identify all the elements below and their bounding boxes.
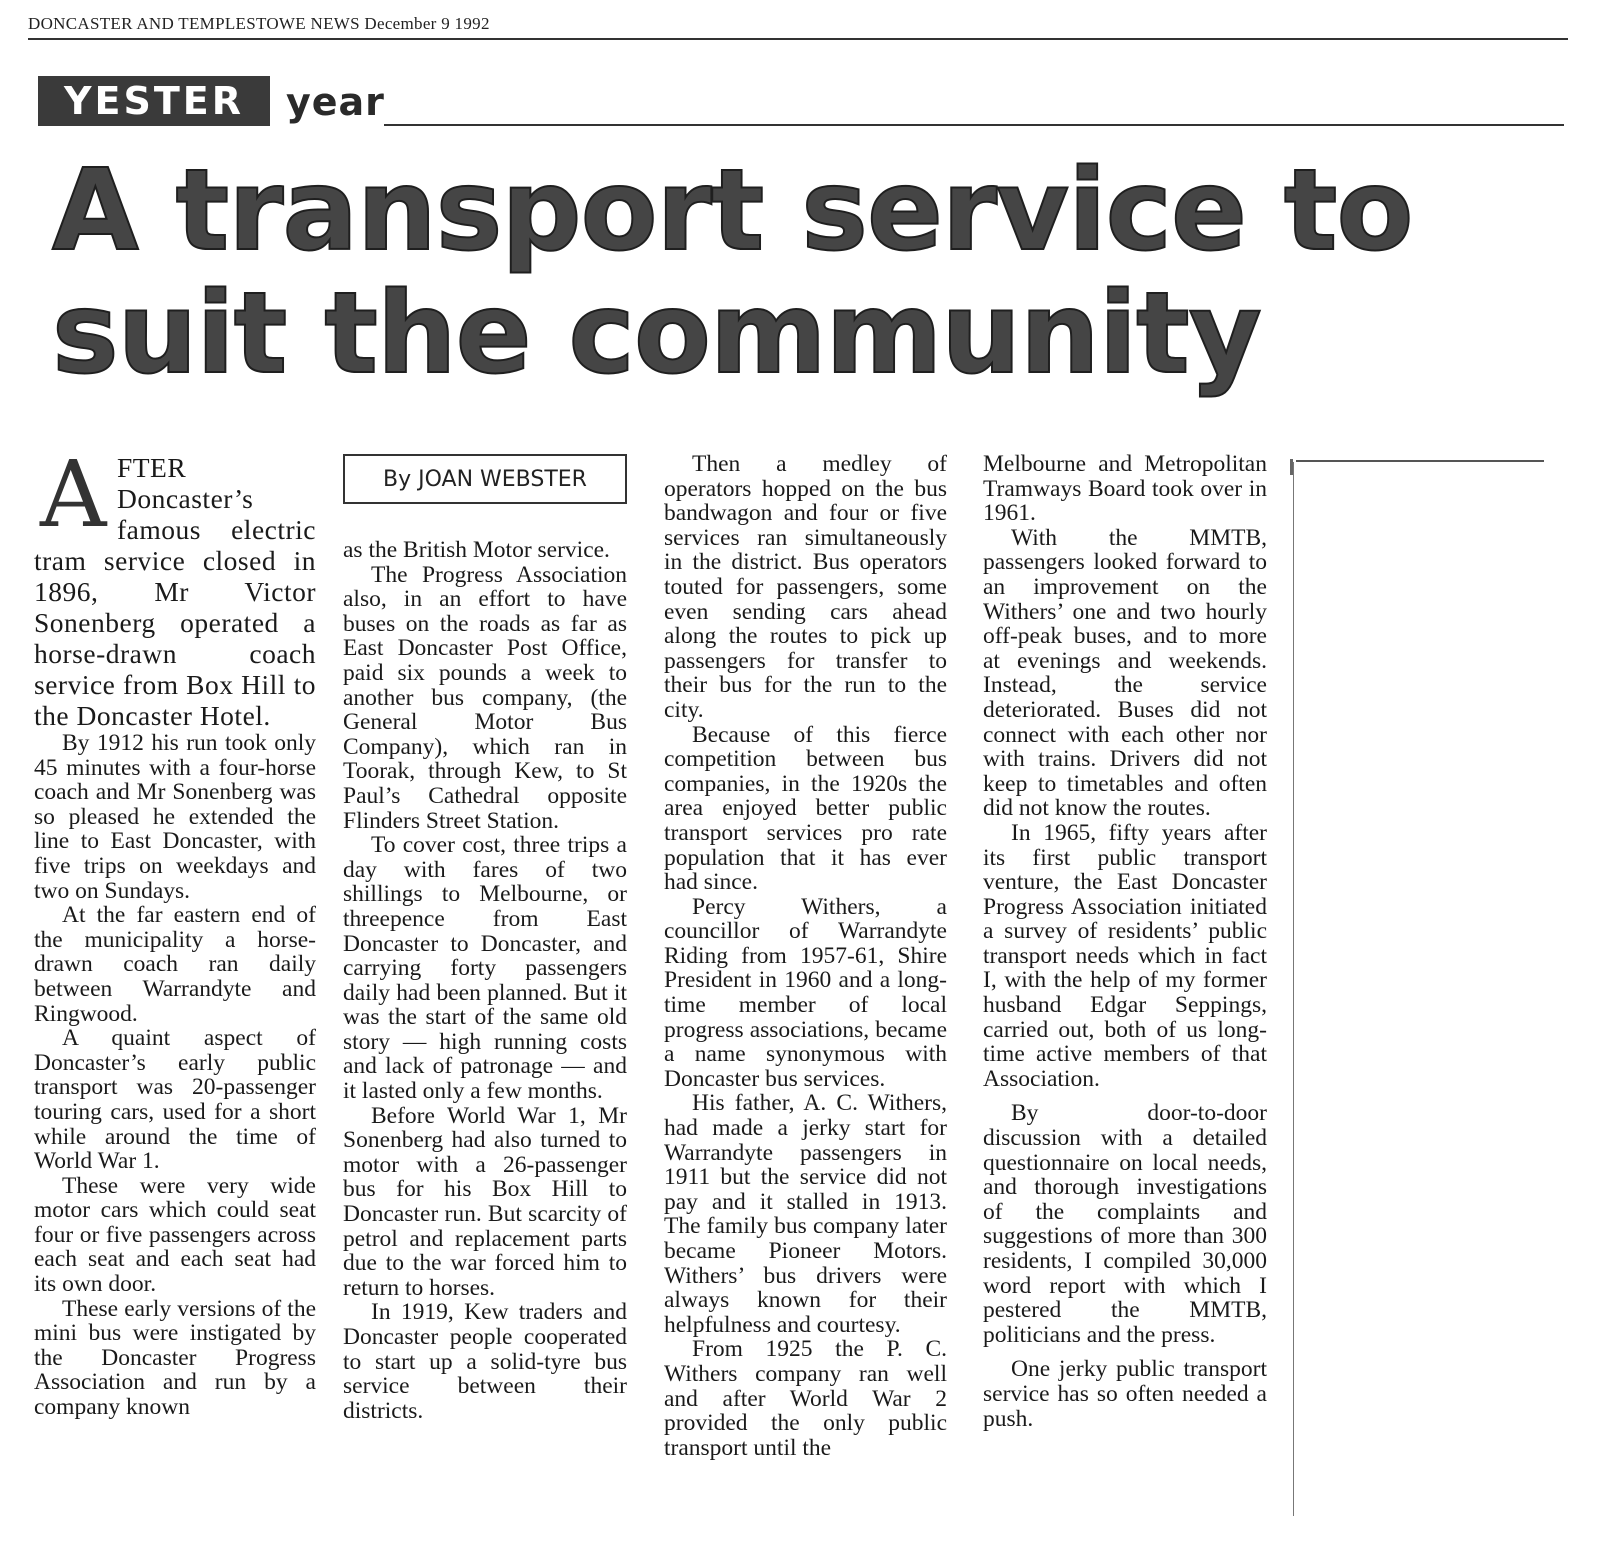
paragraph: Then a medley of operators hopped on the bus bandwagon and four or five services ran simultaneously in the district. Bus operators touted for passengers, some even sending cars ahead along the routes to pick up passengers for transfer to their bus for the run to the city. <box>664 451 947 723</box>
drop-cap: A <box>40 441 107 548</box>
paragraph: His father, A. C. Withers, had made a jerky start for Warrandyte passengers in 1911 but the service did not pay and it stalled in 1913. The family bus company later became Pioneer Motors. Withers’ bus drivers were always known for their helpfulness and courtesy. <box>664 1090 947 1338</box>
paragraph: as the British Motor service. <box>343 537 610 563</box>
paragraph: Percy Withers, a councillor of Warrandyte Riding from 1957-61, Shire President in 1960 and a long-time member of local progress associations, became a name synonymous with Doncaster bus services. <box>664 893 947 1092</box>
section-tag-suffix: year <box>286 80 385 124</box>
section-tag <box>38 76 270 126</box>
byline: By JOAN WEBSTER <box>383 466 587 492</box>
paragraph: In 1919, Kew traders and Doncaster people cooperated to start up a solid-tyre bus service between their districts. <box>343 1299 627 1424</box>
article-column-4 <box>983 452 1267 1431</box>
masthead-rule <box>28 38 1568 40</box>
paragraph: With the MMTB, passengers looked forward to an improvement on the Withers’ one and two hourly off-peak buses, and to more at evenings and weekends. Instead, the service deteriorated. Buses did not connect with each other nor with trains. Drivers did not keep to timetables and often did not know the routes. <box>983 524 1267 822</box>
article-column-3 <box>664 452 947 1460</box>
lede-paragraph <box>34 441 316 731</box>
headline-line-2: suit the community <box>52 269 1261 399</box>
headline-line-1: A transport service to <box>52 146 1413 276</box>
paragraph: At the far eastern end of the municipality a horse-drawn coach ran daily between Warrandyte and Ringwood. <box>34 902 316 1027</box>
paragraph: The Progress Association also, in an effort to have buses on the roads as far as East Doncaster Post Office, paid six pounds a week to another bus company, (the General Motor Bus Company), which ran in Toorak, through Kew, to St Paul’s Cathedral opposite Flinders Street Station. <box>343 561 627 834</box>
paragraph: From 1925 the P. C. Withers company ran well and after World War 2 provided the only public transport until the <box>664 1336 947 1461</box>
paragraph: One jerky public transport service has so often needed a push. <box>983 1356 1267 1432</box>
section-tag-label: YESTER <box>64 79 244 123</box>
paragraph: These early versions of the mini bus were instigated by the Doncaster Progress Association and run by a company known <box>34 1295 316 1421</box>
side-rule <box>1296 460 1544 462</box>
byline-box <box>343 454 627 504</box>
paragraph: To cover cost, three trips a day with fares of two shillings to Melbourne, or threepence from East Doncaster to Doncaster, and carrying forty passengers daily had been planned. But it was the start of the same old story — high running costs and lack of patronage — and it lasted only a few months. <box>343 832 627 1105</box>
masthead: DONCASTER AND TEMPLESTOWE NEWS December 9 1992 <box>28 14 490 33</box>
article-column-2 <box>343 538 627 1423</box>
headline <box>52 146 1572 399</box>
paragraph: Because of this fierce competition between bus companies, in the 1920s the area enjoyed better public transport services pro rate population that it has ever had since. <box>664 721 947 896</box>
paragraph: Melbourne and Metropolitan Tramways Board took over in 1961. <box>983 451 1267 527</box>
article-column-1 <box>34 441 316 1421</box>
paragraph: A quaint aspect of Doncaster’s early public transport was 20-passenger touring cars, used for a short while around the time of World War 1. <box>34 1025 316 1175</box>
paragraph: These were very wide motor cars which could seat four or five passengers across each seat and each seat had its own door. <box>34 1172 316 1298</box>
paragraph: In 1965, fifty years after its first public transport venture, the East Doncaster Progress Association initiated a survey of residents’ public transport needs which in fact I, with the help of my former husband Edgar Seppings, carried out, both of us long-time active members of that Association. <box>983 819 1267 1092</box>
paragraph: By door-to-door discussion with a detailed questionnaire on local needs, and thorough investigations of the complaints and suggestions of more than 300 residents, I compiled 30,000 word report with which I pestered the MMTB, politicians and the press. <box>983 1100 1267 1348</box>
section-rule <box>384 124 1564 126</box>
column-rule <box>1293 462 1294 1516</box>
paragraph: Before World War 1, Mr Sonenberg had also turned to motor with a 26-passenger bus for his Box Hill to Doncaster run. But scarcity of petrol and replacement parts due to the war forced him to return to horses. <box>343 1102 627 1301</box>
paragraph: By 1912 his run took only 45 minutes with a four-horse coach and Mr Sonenberg was so pleased he extended the line to East Doncaster, with five trips on weekdays and two on Sundays. <box>34 730 316 904</box>
lede-text: FTER Doncaster’s famous electric tram service closed in 1896, Mr Victor Sonenberg operated a horse-drawn coach service from Box Hill to the Doncaster Hotel. <box>34 452 316 731</box>
